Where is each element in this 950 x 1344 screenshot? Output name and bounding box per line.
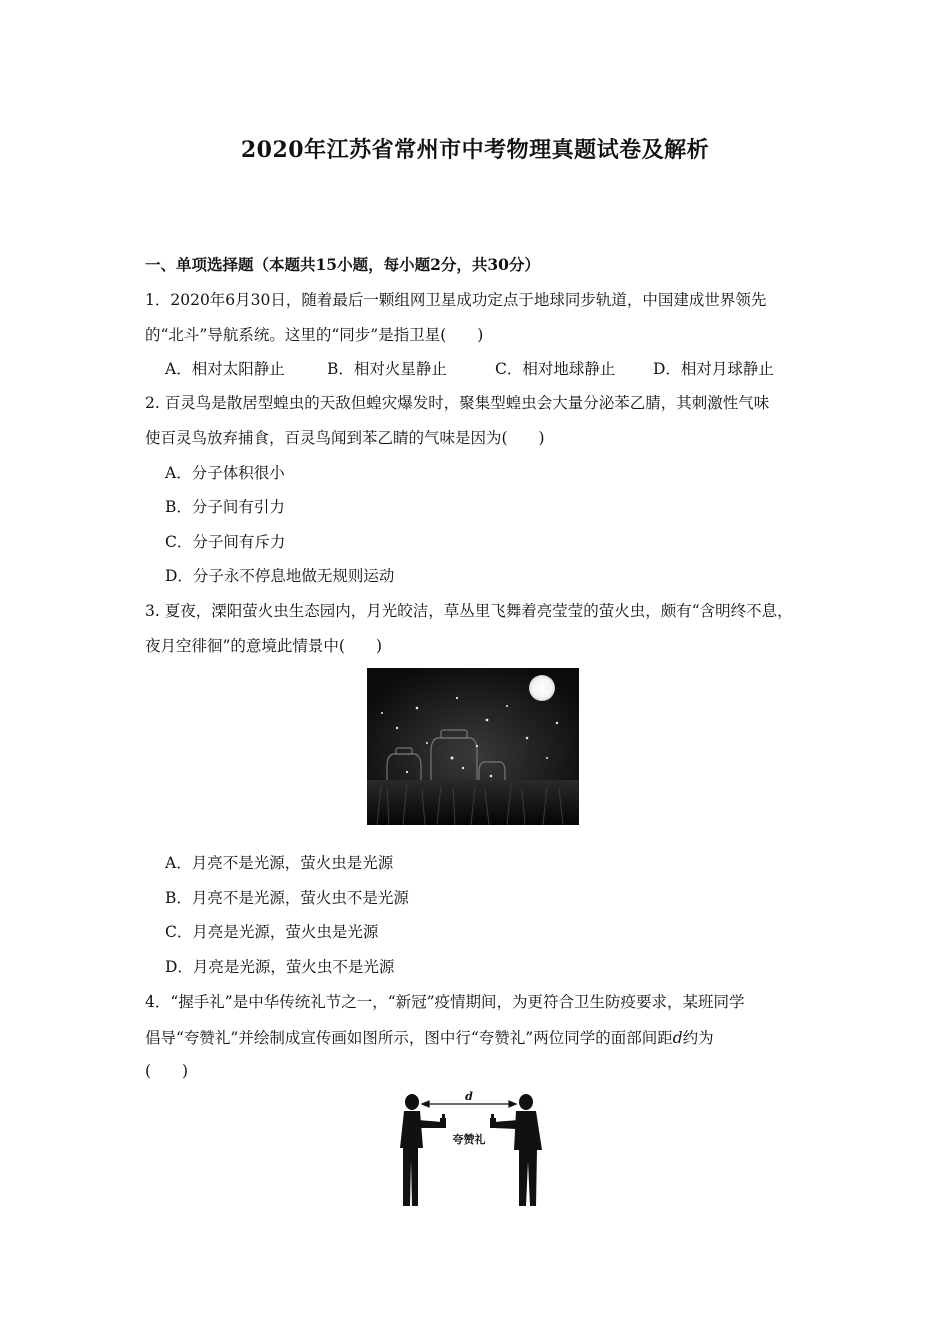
- q1-option-b: B．相对火星静止: [327, 360, 447, 378]
- q3-text-line2: 夜月空徘徊”的意境此情景中( ): [145, 637, 383, 655]
- q4-text-line3: ( ): [145, 1062, 189, 1080]
- q1-text-line1: 1．2020年6月30日，随着最后一颗组网卫星成功定点于地球同步轨道，中国建成世界领先: [145, 291, 767, 309]
- praise-gesture-figure: [390, 1088, 560, 1210]
- q4-text-line2: 倡导“夸赞礼”并绘制成宣传画如图所示，图中行“夸赞礼”两位同学的面部间距d约为: [145, 1029, 714, 1047]
- q3-option-b: B．月亮不是光源，萤火虫不是光源: [165, 889, 409, 907]
- moon: [529, 675, 555, 701]
- q2-option-c: C．分子间有斥力: [165, 533, 286, 551]
- q1-option-d: D．相对月球静止: [653, 360, 774, 378]
- right-person-silhouette: [490, 1094, 542, 1206]
- variable-d: d: [672, 1029, 683, 1047]
- firefly-night-photo: [367, 668, 579, 825]
- q1-options: [165, 357, 774, 379]
- q2-text-line1: 2. 百灵鸟是散居型蝗虫的天敌但蝗灾爆发时，聚集型蝗虫会大量分泌苯乙腈，其刺激性气味: [145, 394, 770, 412]
- distance-label-d: d: [465, 1090, 473, 1103]
- left-person-silhouette: [400, 1094, 446, 1206]
- figure-caption: 夸赞礼: [452, 1133, 486, 1146]
- q3-option-d: D．月亮是光源，萤火虫不是光源: [165, 958, 395, 976]
- q3-option-c: C．月亮是光源，萤火虫是光源: [165, 923, 379, 941]
- q1-text-line2: 的“北斗”导航系统。这里的“同步”是指卫星( ): [145, 326, 484, 344]
- q2-text-line2: 使百灵鸟放弃捕食，百灵鸟闻到苯乙睛的气味是因为( ): [145, 429, 545, 447]
- q2-option-b: B．分子间有引力: [165, 498, 285, 516]
- q3-option-a: A．月亮不是光源，萤火虫是光源: [165, 854, 394, 872]
- q1-option-c: C．相对地球静止: [495, 360, 616, 378]
- section-heading: 一、单项选择题（本题共15小题，每小题2分，共30分）: [145, 255, 540, 274]
- q2-option-d: D．分子永不停息地做无规则运动: [165, 567, 395, 585]
- q1-option-a: A．相对太阳静止: [165, 360, 285, 378]
- q2-option-a: A．分子体积很小: [165, 464, 285, 482]
- q4-text-line1: 4．“握手礼”是中华传统礼节之一，“新冠”疫情期间，为更符合卫生防疫要求，某班同学: [145, 993, 745, 1011]
- page-title: 2020年江苏省常州市中考物理真题试卷及解析: [240, 137, 710, 163]
- q3-text-line1: 3. 夏夜，溧阳萤火虫生态园内，月光皎洁，草丛里飞舞着亮莹莹的萤火虫，颇有“含明终不息，: [145, 602, 793, 620]
